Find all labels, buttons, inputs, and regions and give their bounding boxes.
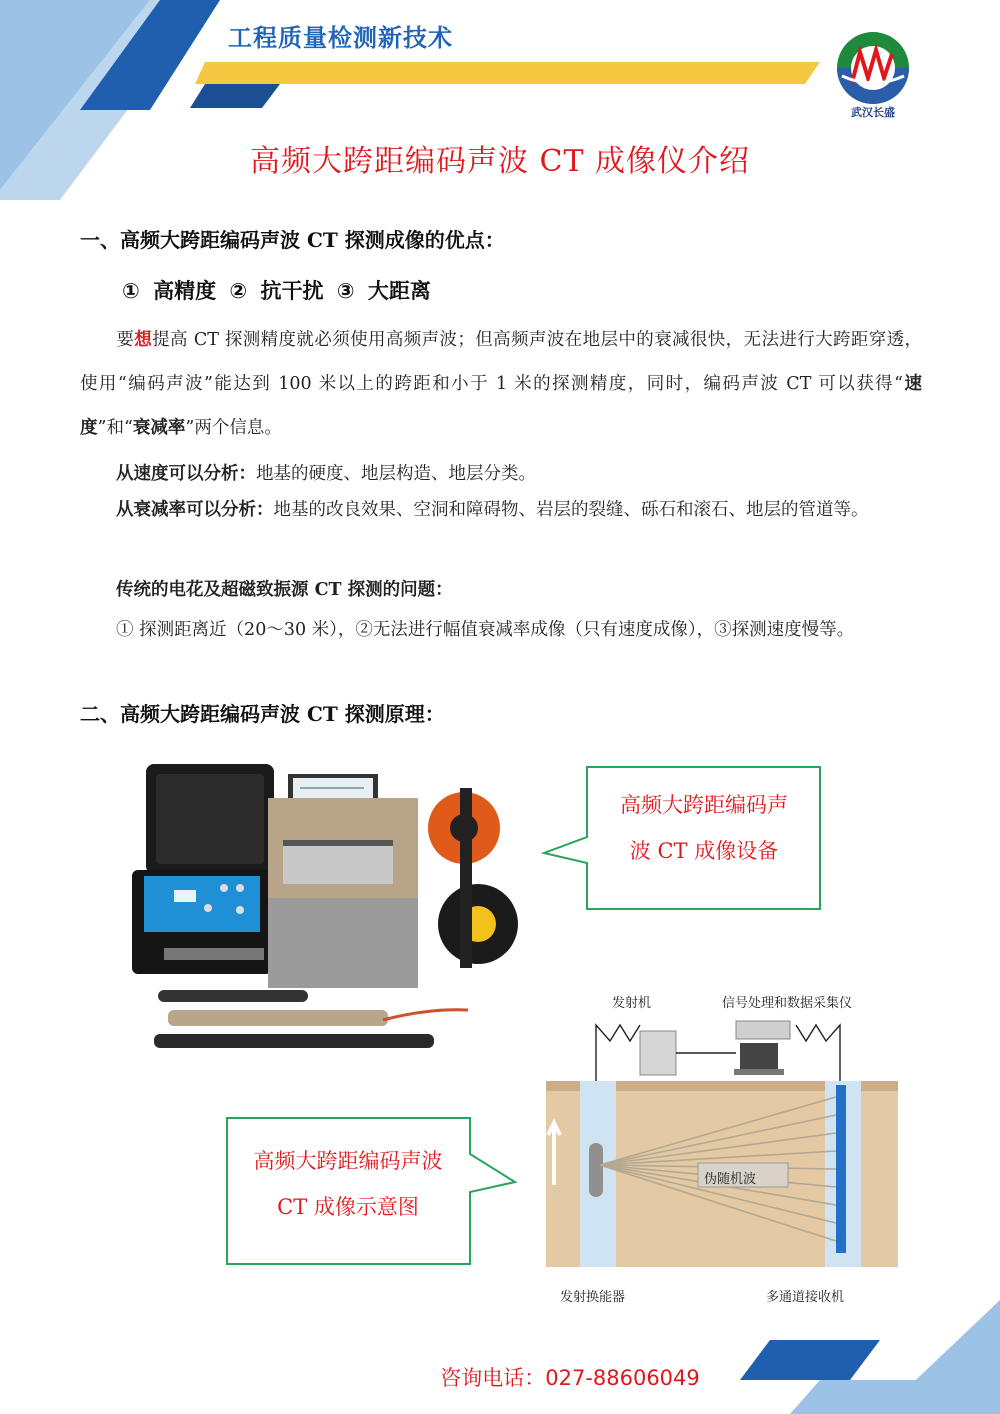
problem-heading: 传统的电花及超磁致振源 CT 探测的问题： (116, 580, 453, 600)
callout-diagram-line2: CT 成像示意图 (277, 1195, 419, 1219)
callout-diagram-line1: 高频大跨距编码声波 (253, 1149, 443, 1173)
callout-equipment-line1: 高频大跨距编码声 (620, 793, 788, 817)
callout-equipment-line2: 波 CT 成像设备 (629, 839, 779, 863)
document-title: 高频大跨距编码声波 CT 成像仪介绍 (249, 144, 751, 179)
section2-heading: 二、高频大跨距编码声波 CT 探测原理： (80, 702, 445, 726)
ct-principle-diagram (540, 985, 900, 1275)
callout-diagram (228, 1138, 468, 1230)
paragraph-problems: ① 探测距离近（20～30 米），②无法进行幅值衰减率成像（只有速度成像），③探测速度慢等。 (116, 620, 855, 640)
features-list: ① 高精度 ② 抗干扰 ③ 大距离 (122, 279, 431, 303)
label-transducer: 发射换能器 (560, 1290, 626, 1305)
label-processor: 信号处理和数据采集仪 (722, 996, 853, 1011)
paragraph-speed: 从速度可以分析：地基的硬度、地层构造、地层分类。 (116, 464, 536, 484)
label-transmitter: 发射机 (612, 996, 652, 1011)
paragraph-intro: 要想提高 CT 探测精度就必须使用高频声波；但高频声波在地层中的衰减很快，无法进行大跨距穿透，使用“编码声波”能达到 100 米以上的跨距和小于 1 米的探测精度，同时，编码声波 CT 可以获得“速度”和“衰减率”两个信息。 (80, 330, 923, 438)
callout-equipment (588, 782, 820, 874)
section1-heading: 一、高频大跨距编码声波 CT 探测成像的优点： (80, 228, 505, 252)
footer-decoration (0, 1280, 1000, 1414)
label-receiver: 多通道接收机 (766, 1290, 845, 1305)
header-title: 工程质量检测新技术 (228, 24, 453, 52)
equipment-photo (128, 758, 528, 1058)
label-wave: 伪随机波 (704, 1172, 757, 1187)
logo-text: 武汉长盛 (851, 106, 895, 119)
paragraph-attenuation: 从衰减率可以分析：地基的改良效果、空洞和障碍物、岩层的裂缝、砾石和滚石、地层的管道等。 (116, 500, 869, 520)
contact-phone: 咨询电话：027-88606049 (440, 1366, 700, 1390)
